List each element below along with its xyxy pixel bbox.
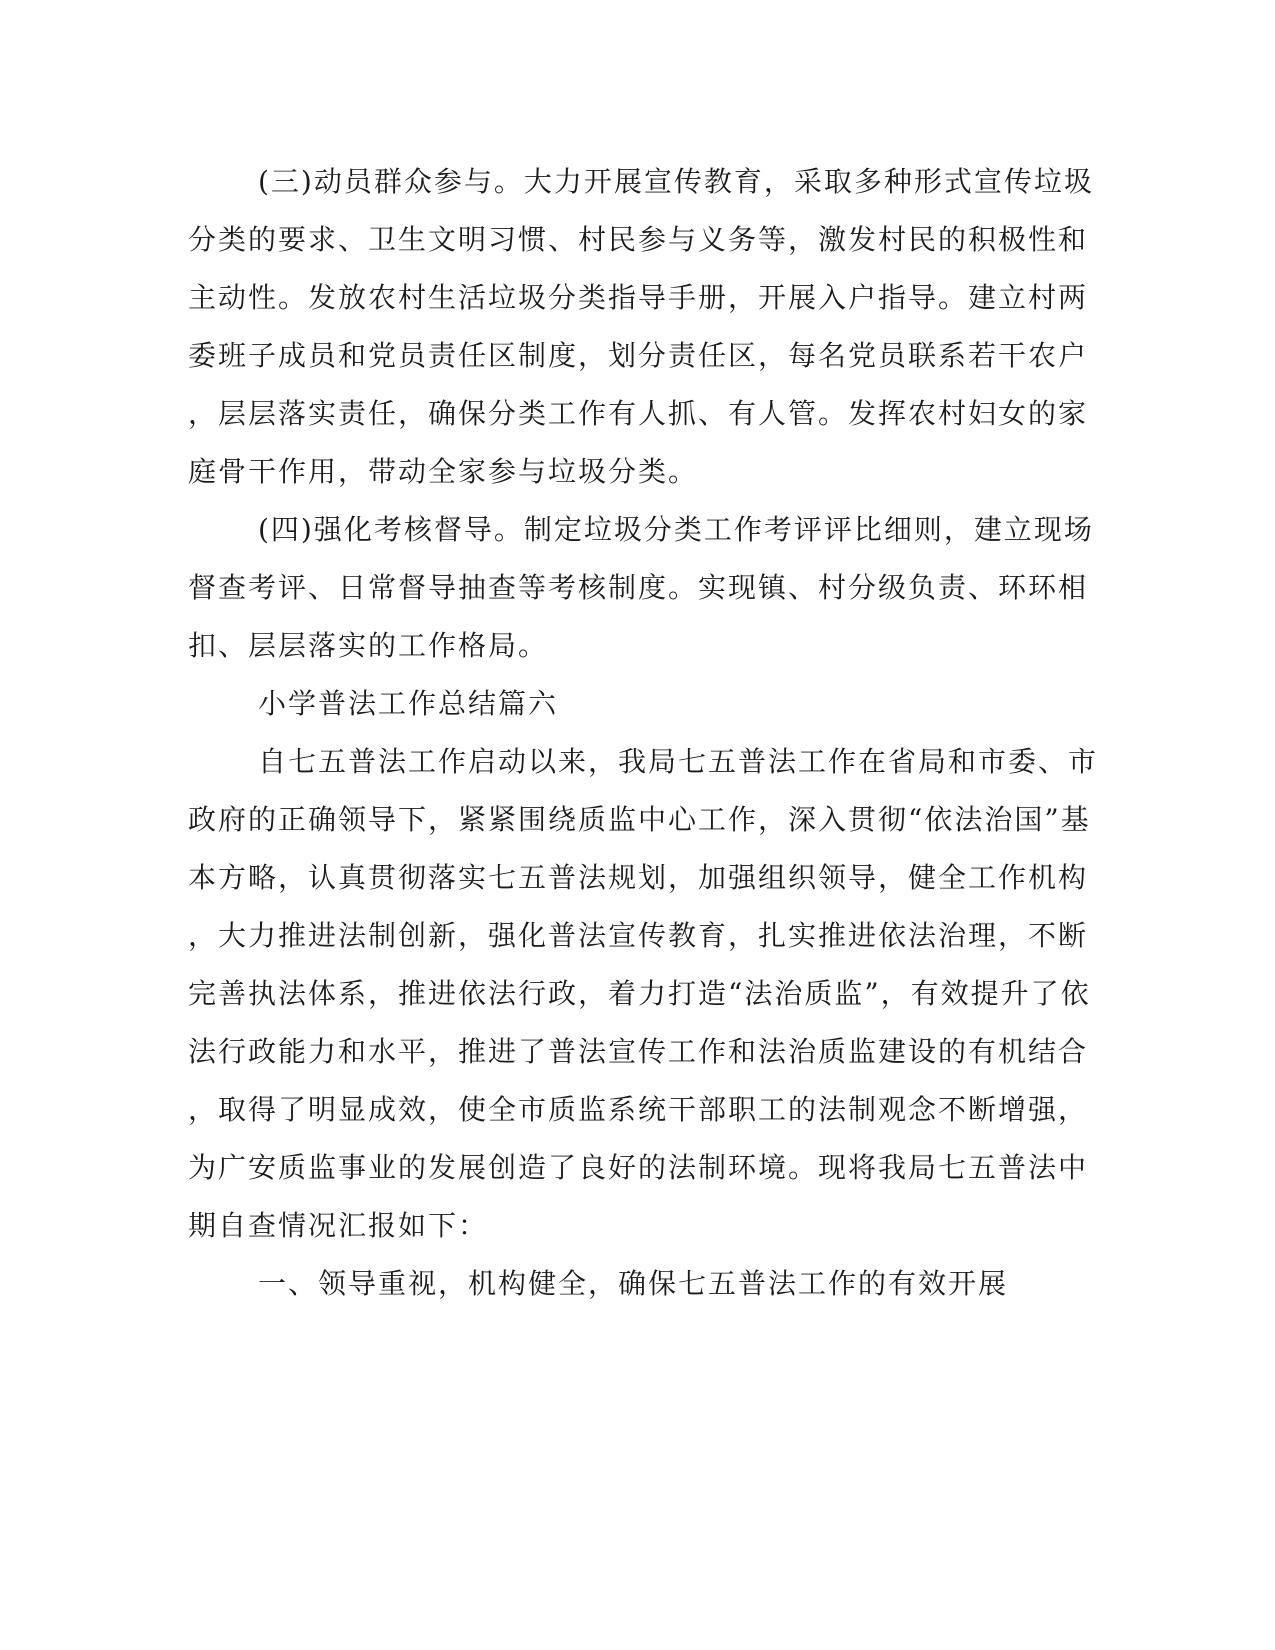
section-heading: 一、领导重视，机构健全，确保七五普法工作的有效开展 (258, 1267, 1009, 1300)
paragraph-line: (三)动员群众参与。大力开展宣传教育，采取多种形式宣传垃圾 (258, 165, 1094, 198)
paragraph-line: ，层层落实责任，确保分类工作有人抓、有人管。发挥农村妇女的家 (188, 397, 1089, 430)
paragraph-line: 委班子成员和党员责任区制度，划分责任区，每名党员联系若干农户 (188, 339, 1089, 372)
paragraph-line: 自七五普法工作启动以来，我局七五普法工作在省局和市委、市 (258, 745, 1099, 778)
section-heading: 小学普法工作总结篇六 (258, 687, 559, 720)
paragraph-line: 完善执法体系，推进依法行政，着力打造“法治质监”，有效提升了依 (188, 977, 1091, 1010)
paragraph-line: ，大力推进法制创新，强化普法宣传教育，扎实推进依法治理，不断 (188, 919, 1089, 952)
paragraph-line: 政府的正确领导下，紧紧围绕质监中心工作，深入贯彻“依法治国”基 (188, 803, 1091, 836)
paragraph-line: 期自查情况汇报如下： (188, 1209, 489, 1242)
paragraph-line: 分类的要求、卫生文明习惯、村民参与义务等，激发村民的积极性和 (188, 223, 1089, 256)
paragraph-line: 主动性。发放农村生活垃圾分类指导手册，开展入户指导。建立村两 (188, 281, 1089, 314)
paragraph-line: (四)强化考核督导。制定垃圾分类工作考评评比细则，建立现场 (258, 513, 1094, 546)
paragraph-line: ，取得了明显成效，使全市质监系统干部职工的法制观念不断增强， (188, 1093, 1089, 1126)
paragraph-line: 为广安质监事业的发展创造了良好的法制环境。现将我局七五普法中 (188, 1151, 1089, 1184)
paragraph-line: 本方略，认真贯彻落实七五普法规划，加强组织领导，健全工作机构 (188, 861, 1089, 894)
paragraph-line: 扣、层层落实的工作格局。 (188, 629, 549, 662)
paragraph-line: 法行政能力和水平，推进了普法宣传工作和法治质监建设的有机结合 (188, 1035, 1089, 1068)
paragraph-line: 庭骨干作用，带动全家参与垃圾分类。 (188, 455, 699, 488)
paragraph-line: 督查考评、日常督导抽查等考核制度。实现镇、村分级负责、环环相 (188, 571, 1089, 604)
